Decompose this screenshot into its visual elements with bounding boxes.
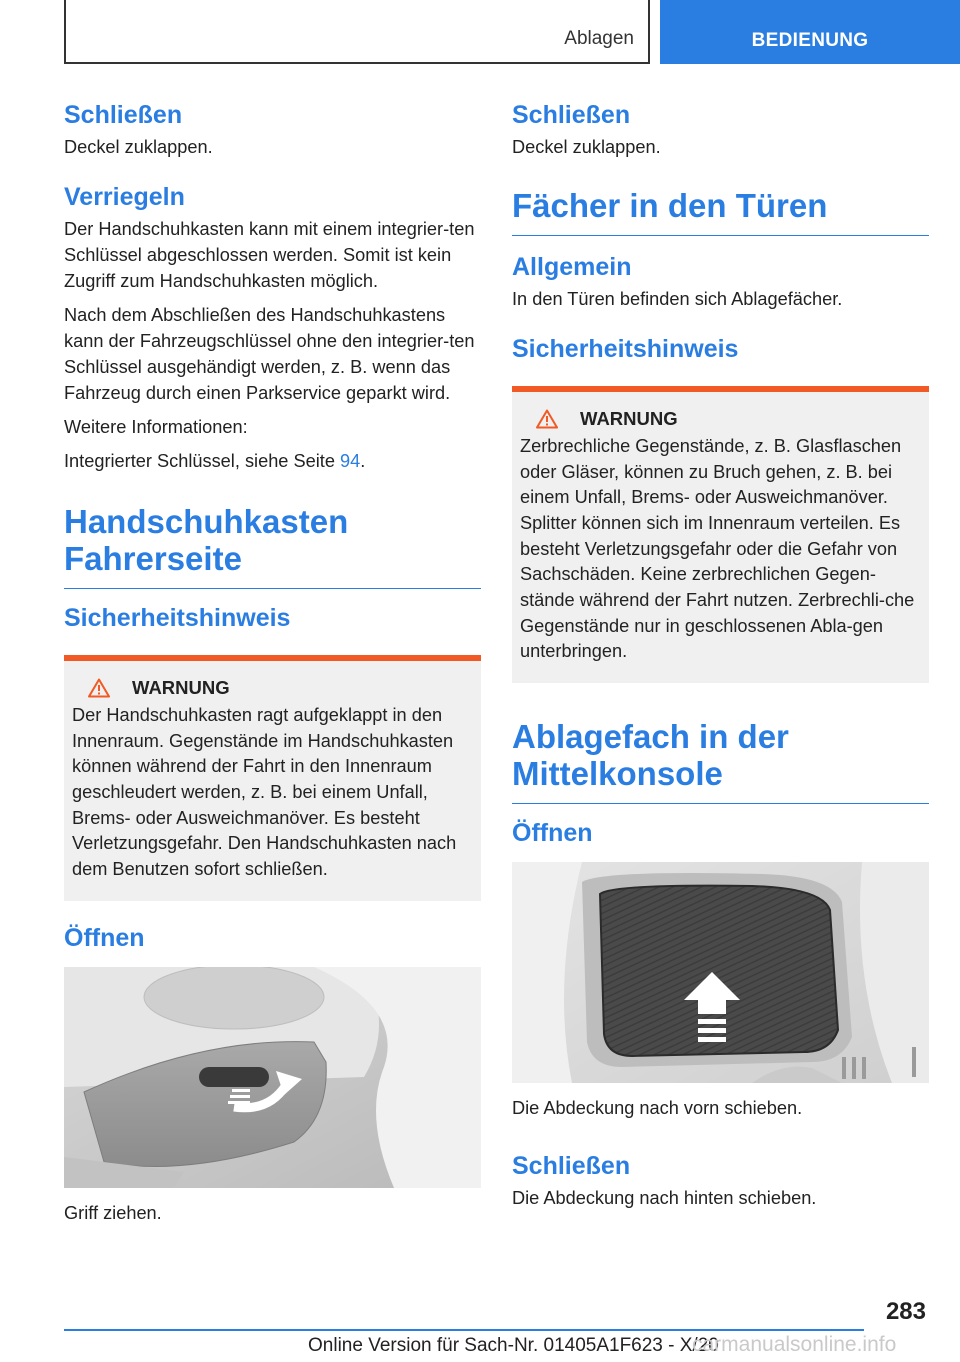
console-illustration <box>512 862 929 1083</box>
warning-text-right: Zerbrechliche Gegenstände, z. B. Glasflaschen oder Gläser, können zu Bruch gehen, z. B. bei einem Unfall, Brems- oder Ausweichmanöver. Splitter können sich im Innenraum verteilen. Es besteht Verletzungsgefahr oder die Gefahr von Sachschäden. Keine zerbrechlichen Gegen-stände während der Fahrt nutzen. Zerbrechli-che Gegenstände nur in geschlossenen Abla-gen unterbringen. <box>520 435 915 662</box>
chapter-title: BEDIENUNG <box>751 30 869 51</box>
warning-box-right <box>512 386 929 683</box>
online-version-note: Online Version für Sach-Nr. 01405A1F623 - X/20 <box>308 1335 719 1356</box>
heading-mittelkonsole: Ablagefach in der Mittelkonsole <box>512 719 929 804</box>
chapter-tab <box>660 0 960 64</box>
glovebox-illustration <box>64 967 481 1188</box>
warning-header-right <box>520 408 921 430</box>
schliessen-text: Deckel zuklappen. <box>64 137 213 157</box>
left-column <box>64 100 481 1226</box>
page-ref-suffix: . <box>360 451 366 472</box>
warning-box-left <box>64 655 481 901</box>
section-title: Ablagen <box>564 28 634 49</box>
heading-sicherheitshinweis-right: Sicherheitshinweis <box>512 334 739 363</box>
heading-oeffnen-left: Öffnen <box>64 923 145 952</box>
verriegeln-paragraph-4 <box>64 448 481 474</box>
section-tab <box>64 0 650 64</box>
footer-rule <box>64 1329 864 1331</box>
warning-label: WARNUNG <box>132 677 230 699</box>
page-number: 283 <box>885 1298 926 1325</box>
console-figure <box>512 862 929 1083</box>
verriegeln-paragraph-2: Nach dem Abschließen des Handschuhkastens kann der Fahrzeugschlüssel ohne den integrier-ten Schlüssel ausgehändigt werden, z. B. wenn das Fahrzeug durch einen Parkservice geparkt wird. <box>64 305 475 404</box>
figure-caption-left: Griff ziehen. <box>64 1202 162 1223</box>
page-ref-link[interactable]: 94 <box>339 451 361 472</box>
glovebox-figure <box>64 967 481 1188</box>
heading-sicherheitshinweis-left: Sicherheitshinweis <box>64 604 291 633</box>
allgemein-text: In den Türen befinden sich Ablagefächer. <box>512 288 843 309</box>
verriegeln-paragraph-3: Weitere Informationen: <box>64 417 248 438</box>
watermark: carmanualsonline.info <box>692 1333 897 1356</box>
heading-handschuhkasten: Handschuhkasten Fahrerseite <box>64 504 481 589</box>
schliessen-text-right: Deckel zuklappen. <box>512 137 661 157</box>
warning-header <box>72 677 473 699</box>
page-header <box>0 0 960 66</box>
warning-triangle-icon <box>536 409 558 429</box>
heading-schliessen: Schließen <box>64 101 183 129</box>
schliessen-console-text: Die Abdeckung nach hinten schieben. <box>512 1187 817 1208</box>
heading-oeffnen-right: Öffnen <box>512 818 593 847</box>
heading-allgemein: Allgemein <box>512 252 632 281</box>
warning-triangle-icon <box>88 678 110 698</box>
verriegeln-paragraph-1: Der Handschuhkasten kann mit einem integrier-ten Schlüssel abgeschlossen werden. Somit ist kein Zugriff zum Handschuhkasten möglich. <box>64 219 475 292</box>
heading-verriegeln: Verriegeln <box>64 183 185 212</box>
heading-schliessen-console: Schließen <box>512 1151 631 1180</box>
right-column <box>512 100 929 1211</box>
heading-schliessen-right: Schließen <box>512 101 631 129</box>
warning-text: Der Handschuhkasten ragt aufgeklappt in den Innenraum. Gegenstände im Handschuhkasten können während der Fahrt in den Innenraum geschleudert werden, z. B. bei einem Unfall, Brems- oder Ausweichmanöver. Es besteht Verletzungsgefahr. Den Handschuhkasten nach dem Benutzen sofort schließen. <box>72 705 457 879</box>
figure-caption-right: Die Abdeckung nach vorn schieben. <box>512 1097 803 1118</box>
heading-faecher: Fächer in den Türen <box>512 188 929 236</box>
page-ref-prefix: Integrierter Schlüssel, siehe Seite <box>64 451 340 472</box>
warning-label-right: WARNUNG <box>580 407 678 429</box>
